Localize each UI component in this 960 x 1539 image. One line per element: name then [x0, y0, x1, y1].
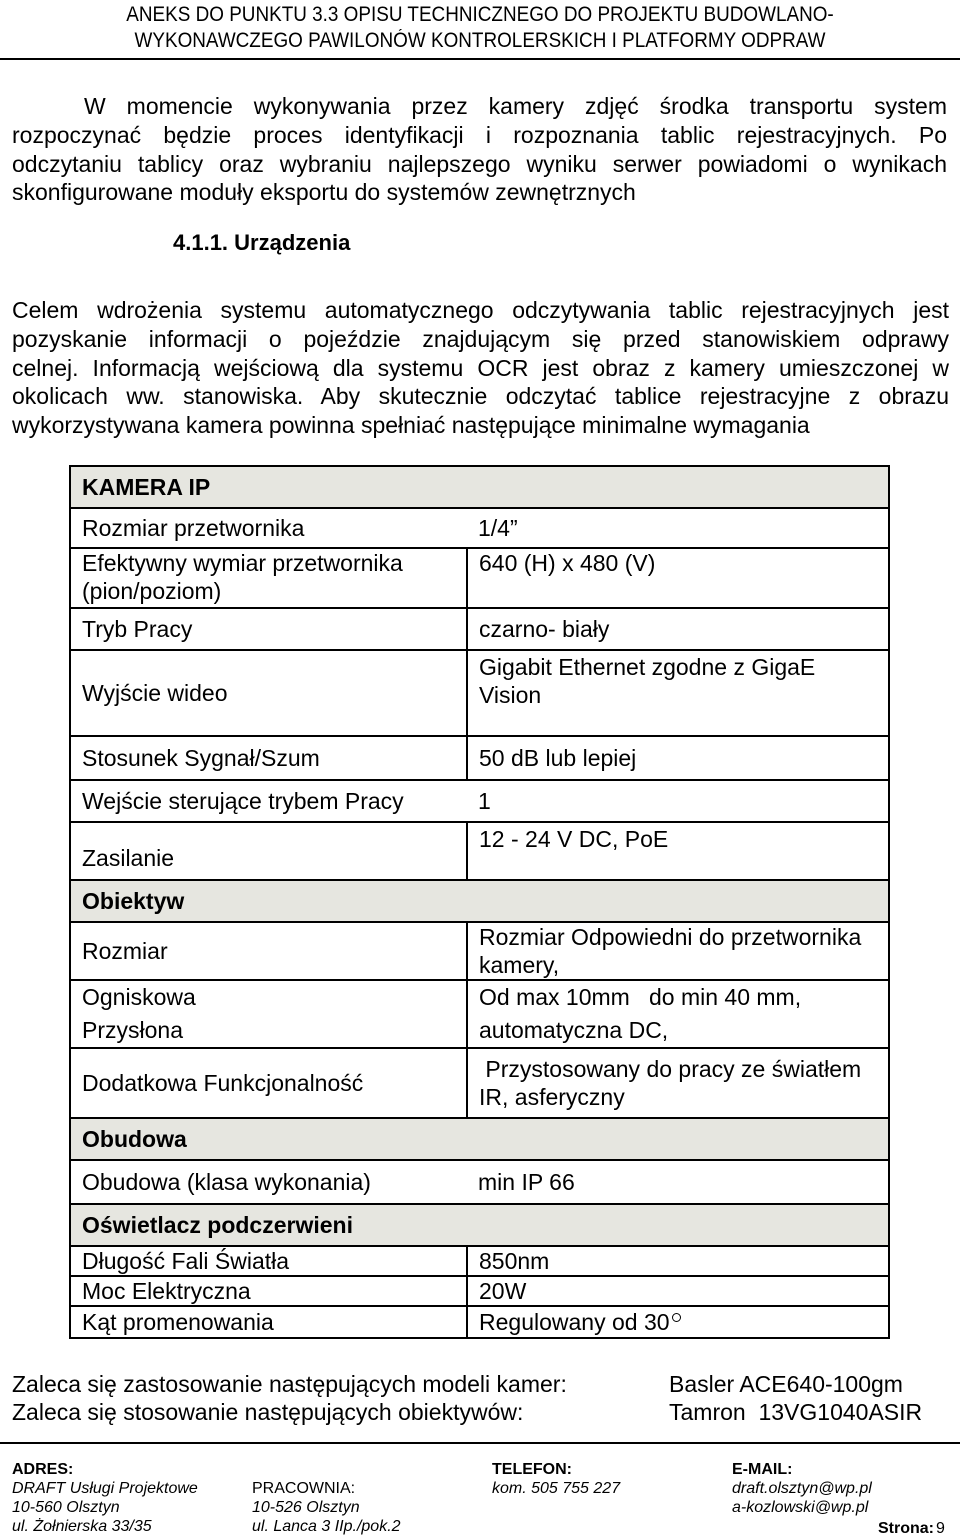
body-line: okolicach ww. stanowiska. Aby skutecznie odczytać tablice rejestracyjne z obrazu [12, 383, 949, 410]
spec-label: Efektywny wymiar przetwornika (pion/poziom) [70, 548, 467, 608]
spec-value: 850nm [467, 1246, 889, 1276]
spec-value: 50 dB lub lepiej [467, 736, 889, 780]
spec-value: Gigabit Ethernet zgodne z GigaE Vision [467, 650, 889, 736]
spec-value: 12 - 24 V DC, PoE [467, 822, 889, 880]
section-title-housing: Obudowa [70, 1118, 889, 1160]
table-row [70, 780, 889, 822]
spec-value: automatyczna DC, [467, 1012, 889, 1048]
spec-label: Rozmiar [70, 922, 467, 980]
table-row [70, 1276, 889, 1306]
spec-value: czarno- biały [467, 608, 889, 650]
spec-label: Obudowa (klasa wykonania) [70, 1160, 467, 1204]
table-row [70, 1306, 889, 1338]
footer-address-line: 10-560 Olsztyn [12, 1499, 120, 1516]
intro-line: odczytaniu tablicy oraz wybraniu najlepszego wyniku serwer powiadomi o wynikach [12, 150, 947, 177]
spec-value: 640 (H) x 480 (V) [467, 548, 889, 608]
spec-value: Od max 10mm do min 40 mm, [467, 980, 889, 1012]
spec-label: Długość Fali Światła [70, 1246, 467, 1276]
footer-divider [0, 1442, 960, 1444]
camera-spec-table [69, 465, 890, 1339]
intro-paragraph [12, 92, 947, 207]
footer-address-label: ADRES: [12, 1461, 74, 1478]
table-row [70, 608, 889, 650]
spec-value: 1 [467, 780, 889, 822]
page-number: 9 [936, 1520, 945, 1537]
spec-label: Wejście sterujące trybem Pracy [70, 780, 467, 822]
recommendation-camera-model: Basler ACE640-100gm [669, 1371, 903, 1397]
table-row [70, 548, 889, 608]
spec-label: Przysłona [70, 1012, 467, 1048]
spec-value-text: Regulowany od 30 [479, 1309, 670, 1335]
footer-email[interactable]: draft.olsztyn@wp.pl [732, 1480, 872, 1497]
table-row [70, 922, 889, 980]
document-header-line-2: WYKONAWCZEGO PAWILONÓW KONTROLERSKICH I PLATFORMY ODPRAW [134, 29, 826, 52]
spec-value: min IP 66 [467, 1160, 889, 1204]
spec-value: 20W [467, 1276, 889, 1306]
table-row [70, 736, 889, 780]
table-row [70, 822, 889, 880]
footer-studio-label: PRACOWNIA: [252, 1480, 356, 1497]
section-title-illuminator: Oświetlacz podczerwieni [70, 1204, 889, 1246]
body-line: wykorzystywana kamera powinna spełniać następujące minimalne wymagania [12, 412, 810, 439]
table-row [70, 980, 889, 1012]
degree-symbol-icon [672, 1313, 681, 1322]
spec-value: Rozmiar Odpowiedni do przetwornika kamery, [467, 922, 889, 980]
section-heading: 4.1.1. Urządzenia [173, 230, 351, 255]
intro-line: skonfigurowane moduły eksportu do systemów zewnętrznych [12, 179, 636, 206]
table-row [70, 1048, 889, 1118]
spec-label: Stosunek Sygnał/Szum [70, 736, 467, 780]
spec-label: Wyjście wideo [70, 650, 467, 736]
section-title-lens: Obiektyw [70, 880, 889, 922]
body-line: celnej. Informacją wejściową dla systemu OCR jest obraz z kamery umieszczonej w [12, 354, 949, 381]
footer-address-line: ul. Żołnierska 33/35 [12, 1518, 152, 1535]
recommendation-camera-text: Zaleca się zastosowanie następujących modeli kamer: [12, 1371, 567, 1397]
recommendation-lens-model: Tamron 13VG1040ASIR [669, 1399, 923, 1425]
spec-label: Ogniskowa [70, 980, 467, 1012]
footer-phone-label: TELEFON: [492, 1461, 572, 1478]
spec-value [467, 1306, 889, 1338]
spec-label: Zasilanie [70, 822, 467, 880]
spec-value: Przystosowany do pracy ze światłem IR, asferyczny [467, 1048, 889, 1118]
footer-email[interactable]: a-kozlowski@wp.pl [732, 1499, 869, 1516]
spec-value: 1/4” [467, 508, 889, 548]
spec-label: Tryb Pracy [70, 608, 467, 650]
recommendation-lens-text: Zaleca się stosowanie następujących obiektywów: [12, 1399, 524, 1425]
footer-address-line: DRAFT Usługi Projektowe [12, 1480, 198, 1497]
document-header-line-1: ANEKS DO PUNKTU 3.3 OPISU TECHNICZNEGO DO PROJEKTU BUDOWLANO- [126, 3, 834, 26]
body-line: Celem wdrożenia systemu automatycznego odczytywania tablic rejestracyjnych jest [12, 297, 949, 323]
table-row [70, 1246, 889, 1276]
body-paragraph [12, 296, 949, 440]
table-row [70, 650, 889, 736]
section-title-camera: KAMERA IP [70, 466, 889, 508]
header-divider [0, 58, 960, 60]
spec-label: Rozmiar przetwornika [70, 508, 467, 548]
table-row [70, 1012, 889, 1048]
table-row [70, 1160, 889, 1204]
page-number-label: Strona: [878, 1520, 934, 1537]
spec-label: Kąt promenowania [70, 1306, 467, 1338]
footer-studio-line: ul. Lanca 3 IIp./pok.2 [252, 1518, 401, 1535]
spec-label: Moc Elektryczna [70, 1276, 467, 1306]
footer-studio-line: 10-526 Olsztyn [252, 1499, 360, 1516]
intro-line: W momencie wykonywania przez kamery zdjęć środka transportu system [84, 93, 947, 119]
spec-label: Dodatkowa Funkcjonalność [70, 1048, 467, 1118]
body-line: pozyskanie informacji o pojeździe znajdującym się przed stanowiskiem odprawy [12, 325, 949, 352]
table-row [70, 508, 889, 548]
footer-phone: kom. 505 755 227 [492, 1480, 621, 1497]
footer-email-label: E-MAIL: [732, 1461, 793, 1478]
intro-line: rozpoczynać będzie proces identyfikacji i rozpoznania tablic rejestracyjnych. Po [12, 121, 947, 148]
